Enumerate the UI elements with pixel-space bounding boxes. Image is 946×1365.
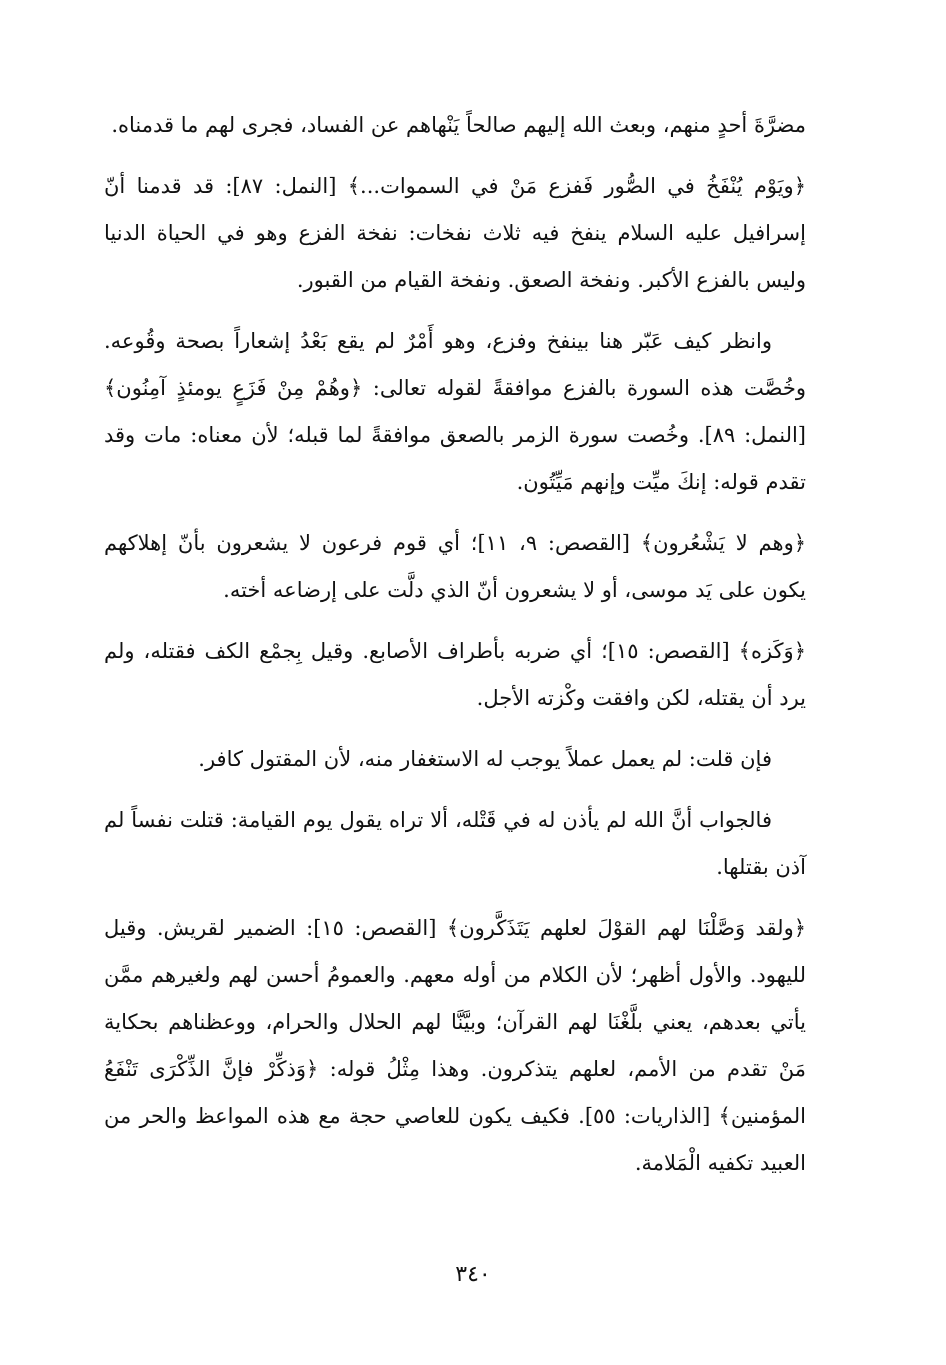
paragraph-2: ﴿ويَوْم يُنْفَخُ في الصُّور فَفزع مَنْ في السموات...﴾ [النمل: ٨٧]: قد قدمنا أنّ إسرافيل عليه السلام ينفخ فيه ثلاث نفخات: نفخة الفزع وهو في الحياة الدنيا وليس بالفزع الأكبر. ونفخة الصعق. ونفخة القيام من القبور. [104,174,806,292]
page-number: ٣٤٠ [455,1262,491,1287]
paragraph-3: وانظر كيف عَبّر هنا بينفخ وفزع، وهو أَمْرٌ لم يقع بَعْدُ إشعاراً بصحة وقُوعه. وخُصَّت هذه السورة بالفزع موافقةً لقوله تعالى: ﴿وهُمْ مِنْ فَزَعٍ يومئذٍ آمِنُون﴾ [النمل: ٨٩]. وخُصت سورة الزمر بالصعق موافقةً لما قبله؛ لأن معناه: مات وقد تقدم قوله: إنكَ ميِّت وإنهم مَيِّتُون. [104,329,806,494]
paragraph-7: فالجواب أنَّ الله لم يأذن له في قَتْله، ألا تراه يقول يوم القيامة: قتلت نفساً لم آذن بقتلها. [104,808,806,879]
paragraph-8: ﴿ولقد وَصَّلْنَا لهم القوْلَ لعلهم يَتَذَكَّرون﴾ [القصص: ١٥]: الضمير لقريش. وقيل لليهود. والأول أظهر؛ لأن الكلام من أوله معهم. والعمومُ أحسن لهم ولغيرهم ممَّن يأتي بعدهم، يعني بلَّغْنَا لهم القرآن؛ وبيَّنَّا لهم الحلال والحرام، ووعظناهم بحكاية مَنْ تقدم من الأمم، لعلهم يتذكرون. وهذا مِثْلُ قوله: ﴿وَذكِّرْ فإنَّ الذِّكْرَى تَنْفَعُ المؤمنين﴾ [الذاريات: ٥٥]. فكيف يكون للعاصي حجة مع هذه المواعظ والحر من العبيد تكفيه الْمَلامة. [104,916,807,1175]
paragraph-1: مضرَّةَ أحدٍ منهم، وبعث الله إليهم صالحاً يَنْهاهم عن الفساد، فجرى لهم ما قدمناه. [111,113,806,137]
paragraph-6: فإن قلت: لم يعمل عملاً يوجب له الاستغفار منه، لأن المقتول كافر. [198,747,772,771]
paragraph-4: ﴿وهم لا يَشْعُرون﴾ [القصص: ٩، ١١]؛ أي قوم فرعون لا يشعرون بأنّ إهلاكهم يكون على يَد موسى، أو لا يشعرون أنّ الذي دلَّت على إرضاعه أخته. [104,531,807,602]
main-text [104,102,806,1201]
paragraph-5: ﴿وَكَزه﴾ [القصص: ١٥]؛ أي ضربه بأطراف الأصابع. وقيل بِجمْع الكف فقتله، ولم يرد أن يقتله، لكن وافقت وكْزته الأجل. [104,639,806,710]
